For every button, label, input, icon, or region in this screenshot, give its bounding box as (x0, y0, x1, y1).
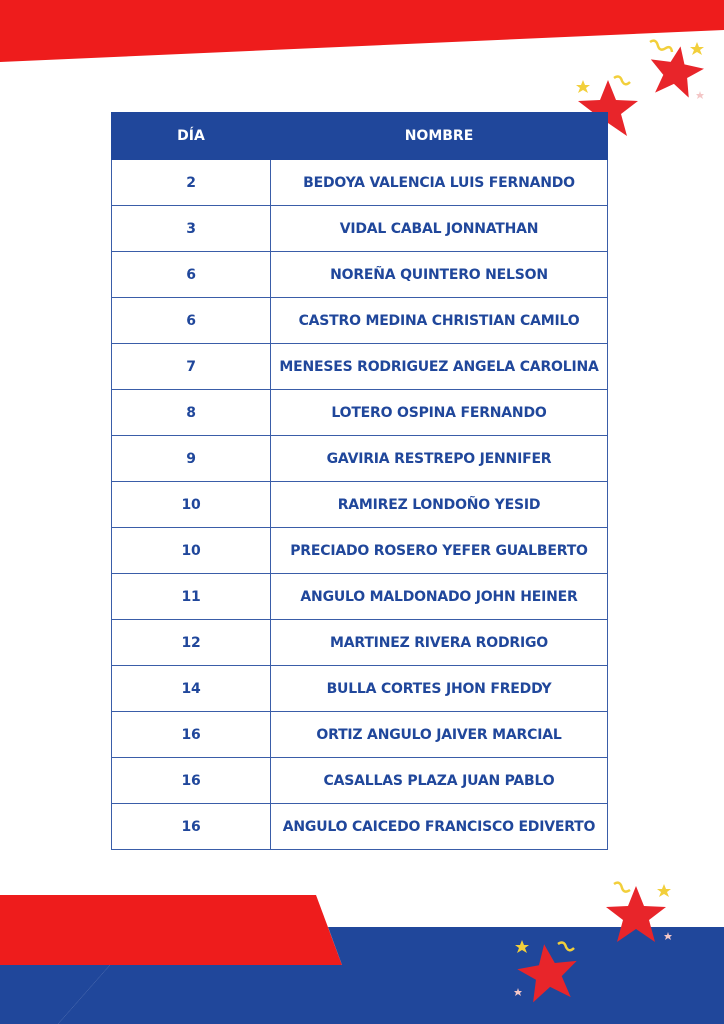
row-name: RAMIREZ LONDOÑO YESID (271, 482, 608, 528)
table-row (112, 298, 608, 344)
row-day: 8 (112, 390, 271, 436)
row-day: 12 (112, 620, 271, 666)
header-name: NOMBRE (271, 113, 608, 160)
row-name: GAVIRIA RESTREPO JENNIFER (271, 436, 608, 482)
row-day: 6 (112, 298, 271, 344)
row-day: 6 (112, 252, 271, 298)
table-row (112, 620, 608, 666)
table-row (112, 758, 608, 804)
row-name: CASTRO MEDINA CHRISTIAN CAMILO (271, 298, 608, 344)
row-name: PRECIADO ROSERO YEFER GUALBERTO (271, 528, 608, 574)
table-row (112, 252, 608, 298)
table-row (112, 528, 608, 574)
small-star-icon (576, 80, 590, 93)
table-row (112, 666, 608, 712)
header-day: DÍA (112, 113, 271, 160)
row-name: MENESES RODRIGUEZ ANGELA CAROLINA (271, 344, 608, 390)
table-row (112, 206, 608, 252)
table-row (112, 712, 608, 758)
row-day: 16 (112, 804, 271, 850)
row-name: BEDOYA VALENCIA LUIS FERNANDO (271, 160, 608, 206)
bottom-red-shape (0, 895, 342, 965)
row-name: NOREÑA QUINTERO NELSON (271, 252, 608, 298)
row-day: 16 (112, 758, 271, 804)
row-name: VIDAL CABAL JONNATHAN (271, 206, 608, 252)
row-name: ANGULO MALDONADO JOHN HEINER (271, 574, 608, 620)
table-header-row (112, 113, 608, 160)
table-row (112, 390, 608, 436)
table-row (112, 436, 608, 482)
row-name: LOTERO OSPINA FERNANDO (271, 390, 608, 436)
row-day: 10 (112, 528, 271, 574)
table-row (112, 344, 608, 390)
birthday-table (111, 112, 608, 850)
table-row (112, 574, 608, 620)
row-day: 2 (112, 160, 271, 206)
row-name: ANGULO CAICEDO FRANCISCO EDIVERTO (271, 804, 608, 850)
row-name: ORTIZ ANGULO JAIVER MARCIAL (271, 712, 608, 758)
small-star-icon (690, 42, 704, 55)
streamer-icon (614, 77, 630, 85)
row-day: 16 (112, 712, 271, 758)
table-row (112, 482, 608, 528)
table-row (112, 160, 608, 206)
streamer-icon (650, 41, 672, 52)
top-red-band (0, 0, 724, 62)
small-star-icon (657, 884, 671, 897)
birthday-table-container (111, 112, 607, 850)
tiny-star-icon (696, 91, 704, 99)
streamer-icon (614, 883, 630, 892)
row-day: 10 (112, 482, 271, 528)
row-day: 7 (112, 344, 271, 390)
row-day: 14 (112, 666, 271, 712)
table-row (112, 804, 608, 850)
row-day: 11 (112, 574, 271, 620)
row-day: 3 (112, 206, 271, 252)
row-day: 9 (112, 436, 271, 482)
row-name: BULLA CORTES JHON FREDDY (271, 666, 608, 712)
row-name: CASALLAS PLAZA JUAN PABLO (271, 758, 608, 804)
row-name: MARTINEZ RIVERA RODRIGO (271, 620, 608, 666)
